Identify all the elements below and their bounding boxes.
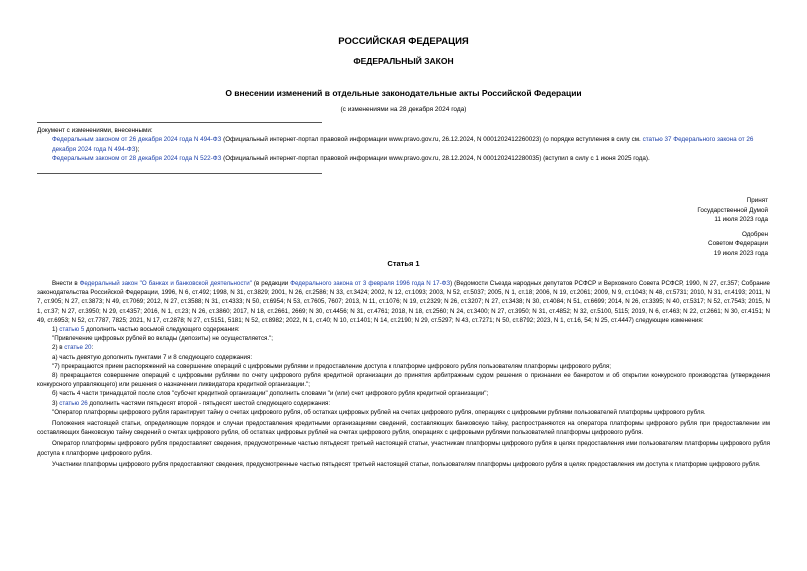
paragraph-13: Участники платформы цифрового рубля предоставляют сведения, предусмотренные частью пятьдесят третьей настоящей статьи, пользователям платформы цифрового рубля в целях предоставления им доступа к платформе цифрового рубля. (52, 460, 761, 468)
p1-text-a: Внести в (52, 280, 80, 287)
change-item-2 (37, 154, 770, 163)
paragraph-1 (37, 279, 770, 325)
change-1-text: (Официальный интернет-портал правовой информации www.pravo.gov.ru, 26.12.2024, N 0001202412260023) (о порядке вступления в силу см. (221, 136, 643, 144)
change-1-link[interactable]: Федеральным законом от 26 декабря 2024 года N 494-ФЗ (52, 136, 222, 144)
bottom-divider (37, 173, 322, 174)
country-heading: РОССИЙСКАЯ ФЕДЕРАЦИЯ (338, 36, 469, 47)
law-17fz-link[interactable]: Федерального закона от 3 февраля 1996 года N 17-ФЗ (290, 280, 451, 287)
article-heading: Статья 1 (387, 259, 420, 268)
paragraph-2 (37, 325, 770, 334)
approved-label: Одобрен (741, 230, 768, 238)
paragraph-6: "7) прекращаются прием распоряжений на совершение операций с цифровыми рублями и предоставление доступа к платформе цифрового рубля пользователям платформы цифрового рубля; (52, 362, 611, 370)
accepted-label: Принят (746, 197, 768, 204)
paragraph-9 (37, 399, 770, 408)
edition-note: (с изменениями на 28 декабря 2024 года) (340, 106, 467, 113)
change-item-1 (37, 135, 770, 154)
approved-date: 19 июля 2023 года (713, 249, 768, 257)
p2-text-a: 1) (52, 326, 60, 334)
paragraph-5: а) часть девятую дополнить пунктами 7 и 8 следующего содержания: (52, 353, 253, 361)
p2-text-b: дополнить частью восьмой следующего содержания: (84, 326, 240, 334)
paragraph-10: "Оператор платформы цифрового рубля гарантирует тайну о счетах цифрового рубля, об остатках цифровых рублей на счетах цифрового рубля, операциях с цифровыми рублями пользователей платформы цифрового рубля. (52, 408, 706, 416)
accepted-date: 11 июля 2023 года (714, 216, 768, 223)
top-divider (37, 122, 322, 123)
p1-text-b: (в редакции (251, 280, 291, 287)
p4-text-a: 2) в (52, 344, 65, 352)
acceptance-block (628, 196, 768, 258)
p9-text-b: дополнить частями пятьдесят второй - пятьдесят шестой следующего содержания: (87, 399, 331, 407)
article-5-link[interactable]: статью 5 (59, 326, 85, 334)
change-2-link[interactable]: Федеральным законом от 28 декабря 2024 года N 522-ФЗ (52, 155, 222, 163)
change-2-text: (Официальный интернет-портал правовой информации www.pravo.gov.ru, 28.12.2024, N 0001202412280035) (вступил в силу с 1 июня 2025 года). (221, 155, 650, 163)
article-20-link[interactable]: статье 20 (64, 344, 92, 352)
p1-text-c: ) (Ведомости Съезда народных депутатов РСФСР и Верховного Совета РСФСР, 1990, N 27, ст.357; Собрание законодательства Российской Федерации, 1996, N 6, ст.492; 1998, N 31, ст.3829; 2001, N 26, ст.2586; N 33, ст.3424; 2002, N 12, ст.1093; 2003, N 52, ст.5037; 2005, N 1, ст.18; 2006, N 19, ст.2061; 2009, N 9, ст.1043; N 48, ст.5731; 2010, N 31, ст.4193; 2011, N 7, ст.905; N 27, ст.3873; N 49, ст.7069; 2012, N 27, ст.3588; N 31, ст.4333; N 50, ст.6954; N 53, ст.7605, 7607; 2013, N 11, ст.1076; N 19, ст.2329; N 26, ст.3207; N 27, ст.3438; N 30, ст.4084; N 51, ст.6699; 2014, N 26, ст.3395; N 40, ст.5317; N 52, ст.7543; 2015, N 1, ст.37; N 27, ст.3950; N 29, ст.4357; 2016, N 1, ст.23; N 26, ст.3860; 2017, N 18, ст.2661, 2669; N 30, ст.4456; N 31, ст.4761; 2018, N 18, ст.2560; N 24, ст.3400; N 27, ст.3950; N 31, ст.4852; N 32, ст.5100, 5115; 2019, N 6, ст.463; N 22, ст.2661; N 30, ст.4151; N 49, ст.6953; N 52, ст.7787, 7825; 2021, N 17, ст.2878; N 27, ст.5151, 5181; N 52, ст.8982; 2022, N 1, ст.40; N 10, ст.1401; N 14, ст.2190; N 29, ст.5297; N 43, ст.7271; N 50, ст.8792; 2023, N 1, ст.16, 54; N 25, ст.4447) следующие изменения: (37, 280, 770, 324)
changes-block (37, 126, 770, 164)
p4-text-b: : (91, 344, 94, 352)
article-body (37, 279, 770, 469)
change-1-article-link[interactable]: статью 37 Федерального закона от 26 декабря 2024 года N 494-ФЗ (52, 136, 754, 153)
p9-text-a: 3) (52, 399, 60, 407)
changes-intro: Документ с изменениями, внесенными: (37, 127, 153, 134)
paragraph-4 (37, 343, 770, 352)
accepted-by: Государственной Думой (697, 206, 768, 214)
approved-by: Советом Федерации (708, 240, 768, 247)
law-title: О внесении изменений в отдельные законодательные акты Российской Федерации (225, 88, 582, 98)
banking-law-link[interactable]: Федеральный закон "О банках и банковской деятельности" (79, 280, 252, 287)
paragraph-7: 8) прекращается совершение операций с цифровыми рублями по счету цифрового рубля кредитной организации до принятия арбитражным судом решения о признании ее банкротом и об открытии конкурсного производства (утверждения конкурсного управляющего) или решения о назначении ликвидатора кредитной организации."; (37, 372, 770, 389)
paragraph-12: Оператор платформы цифрового рубля предоставляет сведения, предусмотренные частью пятьдесят третьей настоящей статьи, участникам платформы цифрового рубля в целях предоставления ими пользователям платформы цифрового рубля доступа к платформе цифрового рубля. (37, 440, 770, 457)
change-1-end: ); (135, 145, 140, 153)
paragraph-8: б) часть 4 части тринадцатой после слов "субсчет кредитной организации" дополнить словами "и (или) счет цифрового рубля кредитной организации"; (52, 390, 489, 398)
paragraph-11: Положения настоящей статьи, определяющие порядок и случаи предоставления кредитными организациями сведений, составляющих банковскую тайну, распространяются на оператора платформы цифрового рубля при предоставлении им составляющих банковскую тайну сведений о счетах цифрового рубля, об остатках цифровых рублей на счетах цифрового рубля, операциях с цифровыми рублями пользователей платформы цифрового рубля. (37, 420, 770, 437)
article-26-link[interactable]: статью 26 (59, 399, 88, 407)
paragraph-3: "Привлечение цифровых рублей во вклады (депозиты) не осуществляется."; (52, 335, 274, 343)
law-type-heading: ФЕДЕРАЛЬНЫЙ ЗАКОН (353, 56, 454, 66)
